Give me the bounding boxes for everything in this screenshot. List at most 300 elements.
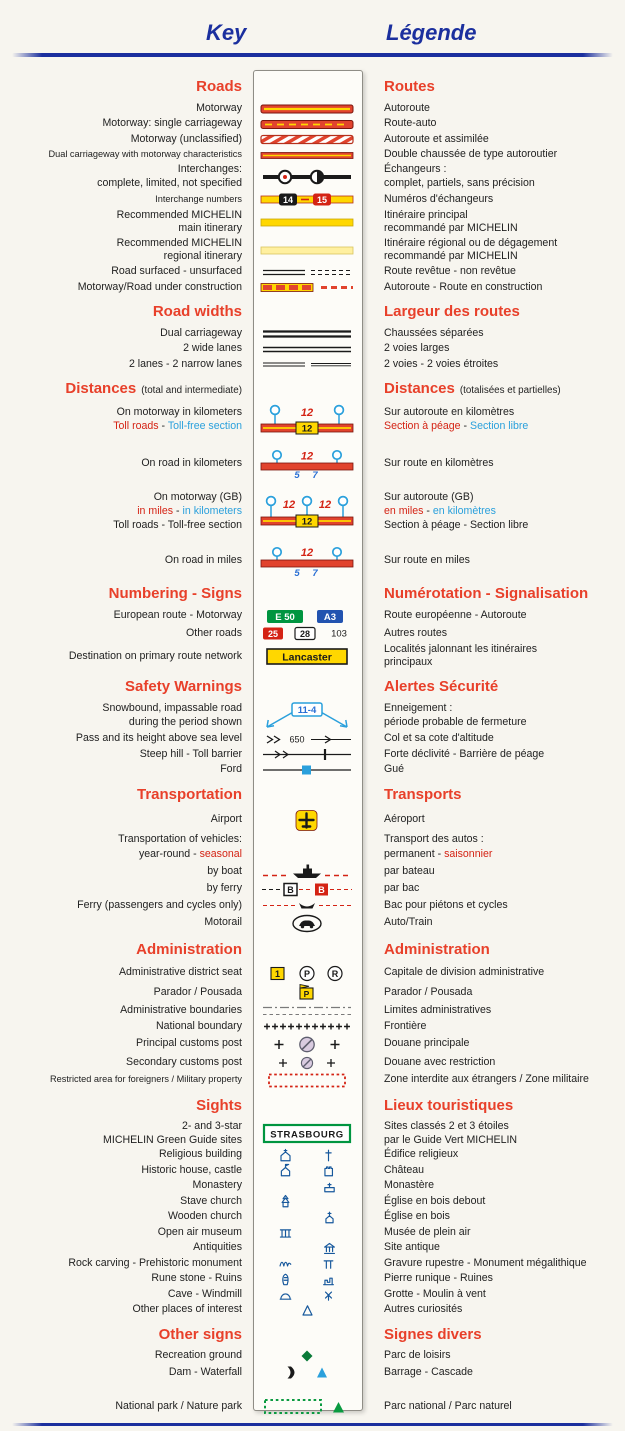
width-wide-symbol [252, 344, 362, 355]
section-heading-row [0, 380, 625, 400]
section-heading-text: Alertes Sécurité [384, 678, 499, 696]
label-line: Rune stone - Ruins [151, 1272, 242, 1285]
label-line: On road in miles [164, 553, 242, 566]
section-heading-en [0, 1326, 252, 1343]
label-en [0, 966, 252, 980]
svg-text:5: 5 [294, 470, 300, 480]
customs-main-symbol [252, 1035, 362, 1054]
snow-symbol [252, 701, 362, 731]
label-line: Recommended MICHELIN [116, 208, 242, 221]
label-en [0, 457, 252, 471]
label-en [0, 609, 252, 623]
svg-text:25: 25 [267, 628, 279, 639]
svg-text:E 50: E 50 [275, 611, 295, 623]
label-fr [362, 237, 625, 265]
label-line: Sur autoroute (GB) [384, 491, 474, 504]
section-heading-fr [362, 78, 625, 95]
section-heading-row [0, 941, 625, 961]
label-fr [362, 342, 625, 356]
label-fr [362, 833, 625, 847]
legend-row [0, 163, 625, 191]
label-fr [362, 148, 625, 162]
svg-text:650: 650 [289, 734, 305, 745]
label-line [384, 848, 625, 862]
label-line: Autoroute [384, 101, 430, 114]
label-line: Route revêtue - non revêtue [384, 265, 516, 278]
label-line: recommandé par MICHELIN [384, 222, 518, 235]
label-line: par le Guide Vert MICHELIN [384, 1133, 518, 1146]
ford-symbol [252, 764, 362, 776]
label-line: On road in kilometers [141, 457, 242, 470]
label-line: Auto/Train [384, 916, 433, 929]
section-heading-text: Numbering - Signs [108, 584, 242, 602]
label-en [0, 1056, 252, 1070]
label-fr [362, 265, 625, 279]
pass-symbol [252, 732, 362, 747]
label-en [0, 1366, 252, 1380]
label-line: Sur autoroute en kilomètres [384, 406, 515, 419]
label-en [0, 899, 252, 913]
legend-row [0, 1019, 625, 1034]
section-heading-fr [362, 1097, 625, 1114]
admin-bounds-symbol [252, 1003, 362, 1019]
legend-row [0, 191, 625, 208]
num-other-symbol [252, 625, 362, 642]
under-construction-symbol [252, 281, 362, 294]
label-line: Motorway [196, 101, 242, 114]
strasbourg-symbol [252, 1123, 362, 1144]
label-line: Antiquities [193, 1241, 242, 1254]
label-line: Motorway (unclassified) [130, 132, 242, 145]
label-fr [362, 609, 625, 623]
label-fr [362, 865, 625, 879]
label-line: Interchange numbers [155, 193, 242, 204]
label-fr [362, 1210, 625, 1224]
g-rune-symbol [252, 1272, 362, 1287]
legend-row [0, 1179, 625, 1194]
label-segment: permanent [384, 848, 435, 861]
label-fr [362, 966, 625, 980]
label-fr [362, 491, 625, 532]
label-line: 2 voies larges [384, 342, 450, 355]
label-en [0, 702, 252, 730]
section-heading-en [0, 585, 252, 602]
legend-row [0, 1072, 625, 1089]
label-line: Other roads [186, 626, 242, 639]
label-line: principaux [384, 656, 433, 669]
label-en [0, 650, 252, 664]
label-line: recommandé par MICHELIN [384, 250, 518, 263]
section-heading-text: Lieux touristiques [384, 1096, 514, 1114]
section-heading-text: Safety Warnings [125, 678, 242, 696]
label-line: Other places of interest [132, 1303, 242, 1316]
svg-text:P: P [303, 989, 310, 1000]
section-heading-fr [362, 678, 625, 695]
legend-row [0, 1148, 625, 1163]
label-line: Transport des autos : [384, 832, 484, 845]
g-poi-symbol [252, 1303, 362, 1318]
label-fr [362, 848, 625, 862]
section-heading-row [0, 1326, 625, 1346]
legend-row [0, 848, 625, 863]
svg-text:Lancaster: Lancaster [282, 651, 332, 664]
label-line: Rock carving - Prehistoric monument [68, 1256, 242, 1269]
label-fr [362, 986, 625, 1000]
section-heading-note: (total and intermediate) [141, 385, 242, 397]
section-heading-text: Road widths [152, 303, 242, 321]
legend-row [0, 237, 625, 265]
legend-row [0, 863, 625, 880]
label-fr [362, 1148, 625, 1162]
label-line: Frontière [384, 1019, 427, 1032]
label-line: Sites classés 2 et 3 étoiles [384, 1119, 509, 1132]
label-fr [362, 899, 625, 913]
label-line: Parc national / Parc naturel [384, 1399, 512, 1412]
label-line: Bac pour piétons et cycles [384, 898, 508, 911]
label-segment: Section à péage [384, 420, 461, 433]
svg-text:5: 5 [294, 567, 300, 577]
restricted-symbol [252, 1072, 362, 1089]
boat-symbol [252, 863, 362, 880]
svg-text:A3: A3 [323, 611, 337, 623]
label-fr [362, 1179, 625, 1193]
label-fr [362, 1349, 625, 1363]
label-line: Édifice religieux [384, 1148, 459, 1161]
label-line: Enneigement : [384, 702, 453, 715]
label-line: by ferry [206, 882, 242, 895]
legend-header [0, 0, 625, 64]
svg-text:12: 12 [300, 407, 314, 420]
svg-text:B: B [287, 884, 294, 895]
g-religious-symbol [252, 1148, 362, 1163]
label-line: Steep hill - Toll barrier [139, 747, 242, 760]
section-heading-fr [362, 941, 625, 958]
label-en [0, 342, 252, 356]
legend-row [0, 1256, 625, 1271]
label-line: Limites administratives [384, 1003, 492, 1016]
label-line: Pass and its height above sea level [75, 732, 242, 745]
sight-icon [278, 1256, 336, 1271]
label-line: Autres routes [384, 626, 448, 639]
label-segment: seasonal [199, 848, 242, 861]
label-en [0, 163, 252, 191]
label-en [0, 193, 252, 207]
label-en [0, 1210, 252, 1224]
svg-text:12: 12 [282, 498, 296, 511]
label-line: Barrage - Cascade [384, 1365, 473, 1378]
legend-row [0, 265, 625, 280]
label-line: Grotte - Moulin à vent [384, 1287, 486, 1300]
legend-row [0, 280, 625, 295]
label-line: Dual carriageway [160, 326, 242, 339]
section-safety [0, 678, 625, 778]
sight-icon [322, 1210, 337, 1225]
label-line: Numéros d'échangeurs [384, 192, 494, 205]
natl-boundary-symbol [252, 1020, 362, 1033]
label-segment: en kilomètres [432, 505, 496, 518]
g-monastery-symbol [252, 1179, 362, 1194]
page-title-english: Key [206, 20, 247, 45]
legend-row [0, 898, 625, 913]
label-fr [362, 133, 625, 147]
label-segment: - [434, 848, 445, 861]
label-line: On motorway (GB) [153, 491, 242, 504]
label-line: Itinéraire régional ou de dégagement [384, 236, 558, 249]
legend-row [0, 342, 625, 357]
section-heading-en [0, 380, 252, 397]
section-heading-note: (totalisées et partielles) [459, 385, 561, 397]
label-en [0, 406, 252, 434]
label-en [0, 1037, 252, 1051]
sight-icon [300, 1303, 315, 1318]
legend-row [0, 1349, 625, 1364]
label-fr [362, 1288, 625, 1302]
label-line: Dam - Waterfall [168, 1365, 242, 1378]
legend-row [0, 809, 625, 832]
motorway-symbol [252, 102, 362, 116]
section-heading-fr [362, 1326, 625, 1343]
label-en [0, 265, 252, 279]
label-en [0, 1288, 252, 1302]
section-heading-text: Distances [384, 380, 455, 398]
section-heading-text: Administration [136, 940, 242, 958]
label-line: Site antique [384, 1241, 440, 1254]
label-fr [362, 1164, 625, 1178]
label-en [0, 1004, 252, 1018]
label-line: European route - Motorway [113, 609, 242, 622]
sight-icon [278, 1272, 336, 1287]
label-en [0, 133, 252, 147]
section-heading-text: Administration [384, 940, 490, 958]
motorway-unclassified-symbol [252, 133, 362, 146]
label-line: Sur route en kilomètres [384, 457, 494, 470]
label-segment: - [460, 420, 470, 433]
section-heading-fr [362, 786, 625, 803]
label-line: Église en bois debout [384, 1194, 486, 1207]
legend-row [0, 326, 625, 341]
svg-text:12: 12 [300, 450, 314, 463]
label-line: Toll roads - Toll-free section [113, 518, 242, 531]
section-heading-row [0, 585, 625, 605]
ferry-pass-symbol [252, 898, 362, 913]
label-fr [362, 1037, 625, 1051]
svg-text:STRASBOURG: STRASBOURG [270, 1129, 344, 1141]
label-line: Route européenne - Autoroute [384, 609, 527, 622]
legend-row [0, 608, 625, 625]
label-line: Interchanges: [177, 163, 242, 175]
legend-row [0, 1210, 625, 1225]
section-heading-fr [362, 380, 625, 397]
legend-row [0, 132, 625, 147]
label-line: complet, partiels, sans précision [384, 176, 535, 189]
section-heading-row [0, 78, 625, 98]
section-heading-text: Largeur des routes [384, 303, 520, 321]
legend-row [0, 983, 625, 1002]
customs-sec-symbol [252, 1054, 362, 1071]
label-segment: in miles [137, 505, 174, 518]
section-numbering [0, 585, 625, 671]
legend-row [0, 491, 625, 532]
label-line: Motorail [204, 916, 242, 929]
legend-row [0, 545, 625, 577]
legend-row [0, 643, 625, 671]
label-line: Principal customs post [136, 1037, 242, 1050]
motorail-symbol [252, 914, 362, 933]
g-antique-symbol [252, 1241, 362, 1256]
label-line [0, 505, 242, 519]
label-line: Gué [384, 763, 405, 776]
sight-icon [278, 1194, 293, 1209]
svg-text:12: 12 [318, 498, 332, 511]
label-fr [362, 406, 625, 434]
g-stave-symbol [252, 1194, 362, 1209]
label-line: by boat [207, 864, 242, 877]
legend-row [0, 209, 625, 237]
label-fr [362, 1020, 625, 1034]
label-en [0, 1020, 252, 1034]
label-segment: en miles [384, 505, 424, 518]
label-line: Recreation ground [154, 1349, 242, 1362]
label-line: regional itinerary [163, 250, 242, 263]
sight-icon [322, 1241, 337, 1256]
section-distances [0, 380, 625, 576]
label-fr [362, 1400, 625, 1414]
label-en [0, 1400, 252, 1414]
section-heading-row [0, 303, 625, 323]
legend-row [0, 1303, 625, 1318]
header-rule [12, 53, 613, 57]
label-line: par bac [384, 882, 420, 895]
label-en [0, 627, 252, 641]
section-heading-text: Numérotation - Signalisation [384, 584, 589, 602]
section-roads [0, 78, 625, 295]
airport-symbol [252, 809, 362, 832]
label-line: 2 wide lanes [183, 342, 242, 355]
legend-row [0, 832, 625, 847]
label-line: Historic house, castle [141, 1163, 242, 1176]
label-fr [362, 1195, 625, 1209]
legend-row [0, 1194, 625, 1209]
label-line: Musée de plein air [384, 1225, 471, 1238]
dam-waterfall-symbol [252, 1364, 362, 1381]
svg-text:12: 12 [301, 423, 313, 435]
legend-row [0, 1364, 625, 1381]
label-segment: year-round [138, 848, 191, 861]
section-heading-en [0, 78, 252, 95]
legend-row [0, 701, 625, 731]
motorway-single-symbol [252, 118, 362, 131]
admin-seat-symbol [252, 964, 362, 983]
g-castle-symbol [252, 1163, 362, 1178]
label-en [0, 1349, 252, 1363]
label-en [0, 813, 252, 827]
label-line: Château [384, 1163, 425, 1176]
label-segment: Section libre [470, 420, 529, 433]
label-line: Section à péage - Section libre [384, 518, 529, 531]
legend-row [0, 914, 625, 933]
label-segment: - [173, 505, 183, 518]
section-heading-en [0, 941, 252, 958]
label-line [0, 848, 242, 862]
legend-row [0, 357, 625, 372]
label-en [0, 554, 252, 568]
legend-row [0, 101, 625, 116]
label-en [0, 1226, 252, 1240]
label-line: Ford [220, 763, 242, 776]
label-fr [362, 193, 625, 207]
legend-row [0, 1054, 625, 1071]
dual-char-symbol [252, 150, 362, 161]
section-heading-text: Roads [196, 78, 242, 95]
label-line: Sur route en miles [384, 553, 470, 566]
legend-row [0, 1120, 625, 1148]
sight-icon [322, 1179, 337, 1194]
label-en [0, 916, 252, 930]
label-line: Douane avec restriction [384, 1055, 496, 1068]
label-fr [362, 163, 625, 191]
label-line: Cave - Windmill [167, 1287, 242, 1300]
label-line: 2 lanes - 2 narrow lanes [128, 357, 242, 370]
section-other-signs [0, 1326, 625, 1417]
legend-row [0, 1397, 625, 1416]
section-heading-en [0, 786, 252, 803]
label-line: Gravure rupestre - Monument mégalithique [384, 1256, 587, 1269]
label-fr [362, 1257, 625, 1271]
label-en [0, 1120, 252, 1148]
section-heading-text: Sights [196, 1096, 242, 1114]
label-fr [362, 327, 625, 341]
main-itinerary-symbol [252, 217, 362, 228]
num-dest-symbol [252, 647, 362, 666]
label-en [0, 327, 252, 341]
width-dual-symbol [252, 328, 362, 340]
label-line: Motorway: single carriageway [102, 117, 242, 130]
label-line: Pierre runique - Ruines [384, 1272, 493, 1285]
label-line [0, 420, 242, 434]
legend-row [0, 148, 625, 163]
g-openair-symbol [252, 1225, 362, 1240]
label-line: Administrative district seat [118, 966, 242, 979]
surfaced-unsurfaced-symbol [252, 267, 362, 278]
svg-text:12: 12 [300, 546, 314, 559]
svg-text:7: 7 [312, 470, 318, 480]
svg-text:R: R [331, 968, 339, 979]
label-line: Col et sa cote d'altitude [384, 732, 494, 745]
label-line: Religious building [158, 1148, 242, 1161]
label-en [0, 1241, 252, 1255]
footer-rule [12, 1423, 613, 1427]
label-fr [362, 1073, 625, 1087]
label-fr [362, 1366, 625, 1380]
label-line: Échangeurs : [384, 163, 447, 175]
section-sights [0, 1097, 625, 1318]
legend-row [0, 747, 625, 762]
label-line: Chaussées séparées [384, 326, 484, 339]
label-line: Transportation of vehicles: [118, 832, 242, 845]
svg-text:15: 15 [316, 194, 328, 205]
svg-text:103: 103 [331, 628, 347, 640]
label-line: Recommended MICHELIN [116, 236, 242, 249]
label-en [0, 237, 252, 265]
label-en [0, 986, 252, 1000]
label-line: Monastery [192, 1179, 242, 1192]
legend-row [0, 117, 625, 132]
label-fr [362, 1120, 625, 1148]
section-heading-row [0, 786, 625, 806]
svg-text:1: 1 [274, 968, 281, 979]
g-wooden-symbol [252, 1210, 362, 1225]
label-en [0, 1303, 252, 1317]
